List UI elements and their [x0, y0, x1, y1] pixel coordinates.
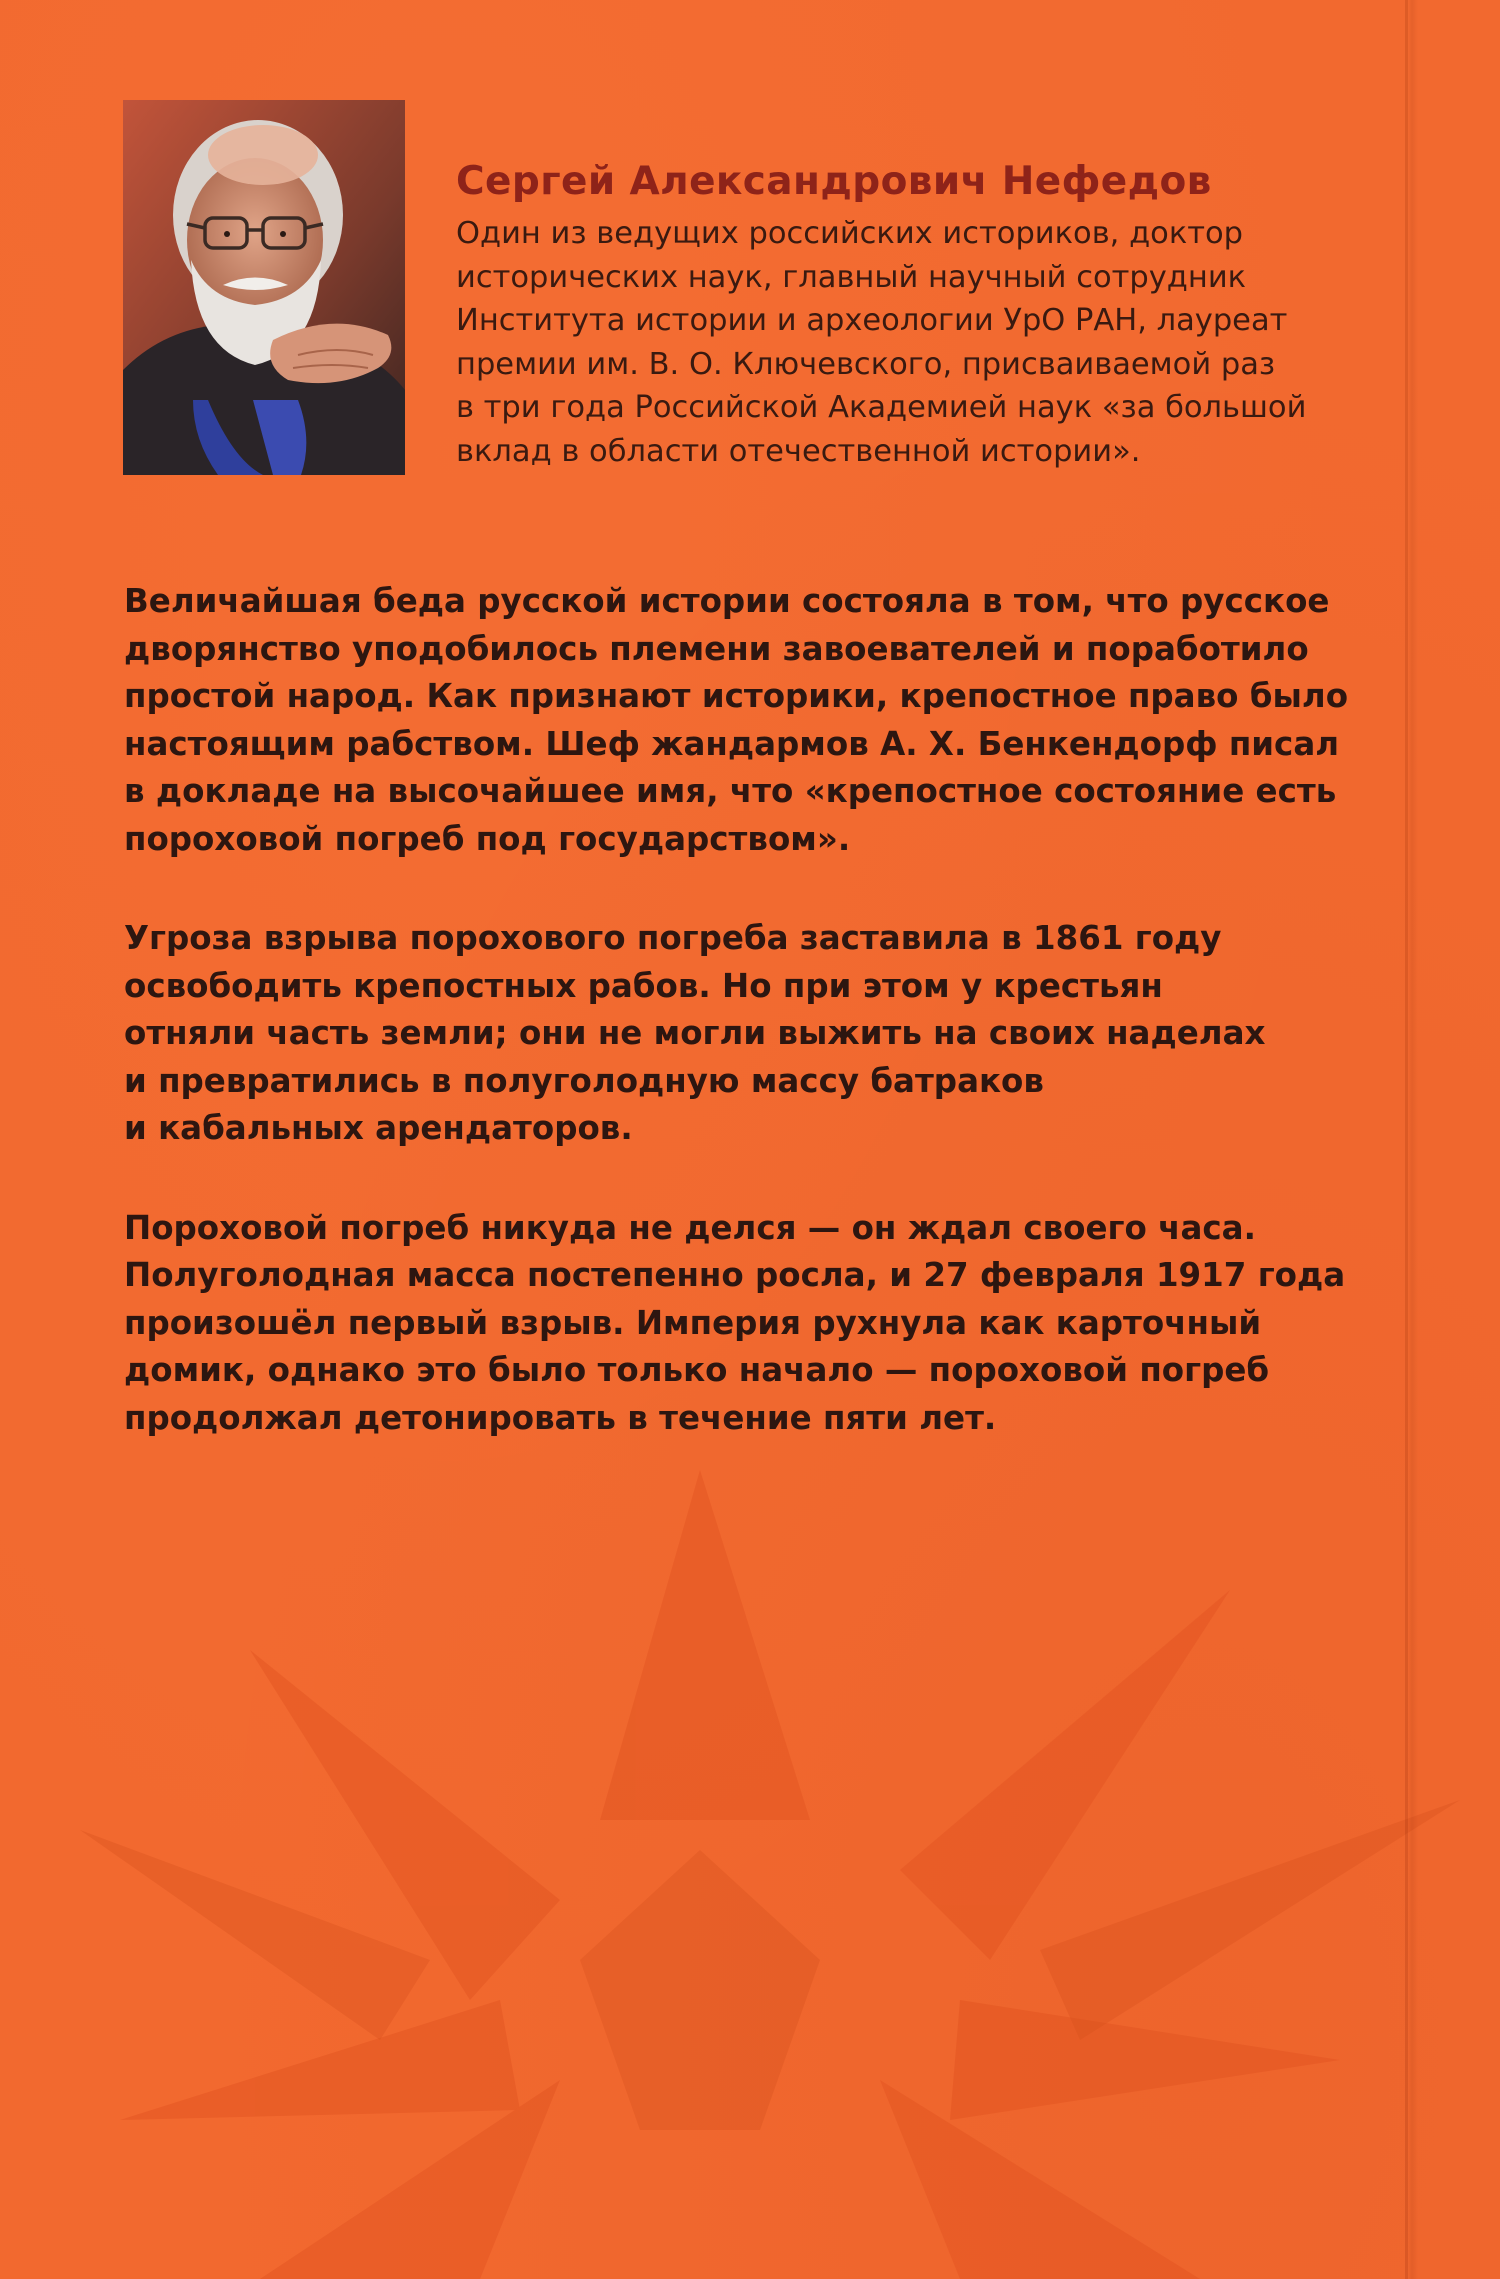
description-paragraph-3	[124, 1205, 1346, 1443]
paragraph-line: Величайшая беда русской истории состояла в том, что русское	[124, 582, 1330, 620]
paragraph-line: отняли часть земли; они не могли выжить на своих наделах	[124, 1014, 1266, 1052]
star-core	[580, 1850, 820, 2130]
paragraph-line: дворянство уподобилось племени завоевателей и поработило	[124, 629, 1309, 668]
paragraph-line: домик, однако это было только начало — пороховой погреб	[124, 1351, 1270, 1389]
star-ray-far-left	[80, 1830, 430, 2040]
paragraph-line: освободить крепостных рабов. Но при этом у крестьян	[124, 966, 1163, 1005]
paragraph-line: пороховой погреб под государством».	[124, 819, 851, 858]
spine-fold-line	[1405, 0, 1408, 2279]
author-bio	[456, 212, 1336, 473]
author-bio-line: Один из ведущих российских историков, доктор	[456, 216, 1244, 251]
star-ray-top	[600, 1470, 810, 1820]
author-bio-line: в три года Российской Академией наук «за большой	[456, 390, 1307, 425]
paragraph-line: настоящим рабством. Шеф жандармов А. Х. Бенкендорф писал	[124, 724, 1340, 763]
paragraph-line: Полуголодная масса постепенно росла, и 27 февраля 1917 года	[124, 1256, 1346, 1294]
paragraph-line: в докладе на высочайшее имя, что «крепостное состояние есть	[124, 772, 1337, 810]
paragraph-line: и превратились в полуголодную массу батраков	[124, 1061, 1044, 1100]
author-portrait-photo	[123, 100, 405, 475]
paragraph-line: Угроза взрыва порохового погреба заставила в 1861 году	[124, 919, 1222, 957]
star-ray-bottom-left	[120, 2000, 520, 2120]
spine-shadow	[1408, 0, 1500, 2279]
paragraph-line: простой народ. Как признают историки, крепостное право было	[124, 677, 1349, 715]
author-bio-line: премии им. В. О. Ключевского, присваиваемой раз	[456, 346, 1276, 382]
paragraph-line: и кабальных арендаторов.	[124, 1109, 633, 1147]
paragraph-line: Пороховой погреб никуда не делся — он ждал своего часа.	[124, 1208, 1256, 1247]
paragraph-line: произошёл первый взрыв. Империя рухнула как карточный	[124, 1303, 1262, 1342]
author-name: Сергей Александрович Нефедов	[456, 159, 1212, 204]
author-info	[456, 158, 1336, 473]
paragraph-line: продолжал детонировать в течение пяти лет.	[124, 1398, 997, 1437]
book-description	[124, 578, 1349, 1494]
description-paragraph-2	[124, 915, 1284, 1153]
star-ray-far-right	[1040, 1800, 1460, 2040]
author-bio-line: исторических наук, главный научный сотрудник	[456, 259, 1247, 295]
author-bio-line: вклад в области отечественной истории».	[456, 433, 1141, 469]
star-ray-bottom-right	[950, 2000, 1340, 2120]
author-bio-line: Института истории и археологии УрО РАН, лауреат	[456, 303, 1288, 338]
star-ray-low-right	[880, 2080, 1200, 2279]
description-paragraph-1	[124, 578, 1349, 863]
